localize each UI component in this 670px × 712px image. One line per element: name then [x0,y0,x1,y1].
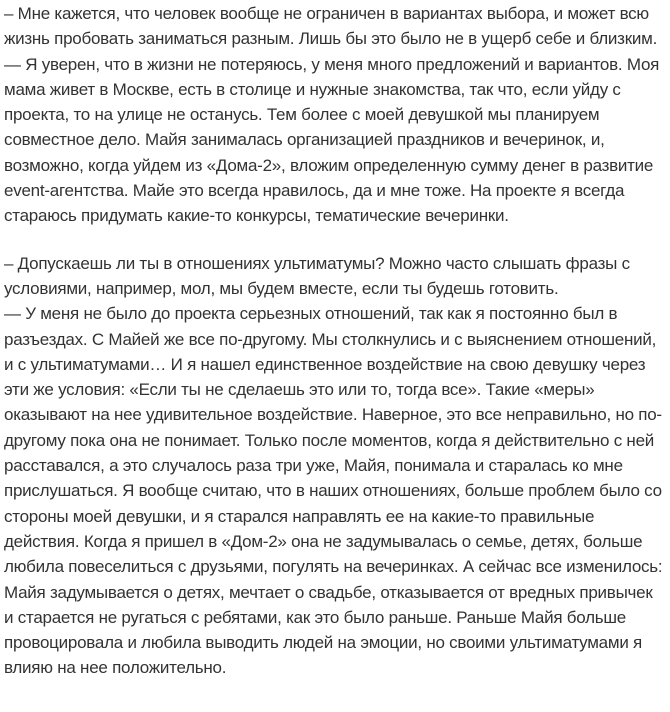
interview-answer-paragraph-3: — У меня не было до проекта серьезных отношений, так как я постоянно был в разъездах. С Майей же все по-другому. Мы столкнулись и с выяснением отношений, и с ультиматумами… И я нашел единственное воздействие на свою девушку через эти же условия: «Если ты не сделаешь это или то, тогда все». Такие «меры» оказывают на нее удивительное воздействие. Наверное, это все неправильно, но по-другому пока она не понимает. Только после моментов, когда я действительно с ней расставался, а это случалось раза три уже, Майя, понимала и старалась ко мне прислушаться. Я вообще считаю, что в наших отношениях, больше проблем было со стороны моей девушки, и я старался направлять ее на какие-то правильные действия. Когда я пришел в «Дом-2» она не задумывалась о семье, детях, больше любила повеселиться с друзьями, погулять на вечеринках. А сейчас все изменилось: Майя задумывается о детях, мечтает о свадьбе, отказывается от вредных привычек и старается не ругаться с ребятами, как это было раньше. Раньше Майя больше провоцировала и любила выводить людей на эмоции, но своими ультиматумами я влияю на нее положительно. [4,304,663,678]
interview-answer-paragraph-1: – Мне кажется, что человек вообще не ограничен в вариантах выбора, и может всю жизнь пробовать заниматься разным. Лишь бы это было не в ущерб себе и близким. [4,4,658,49]
interview-answer-paragraph-2: — Я уверен, что в жизни не потеряюсь, у меня много предложений и вариантов. Моя мама живет в Москве, есть в столице и нужные знакомства, так что, если уйду с проекта, то на улице не останусь. Тем более с моей девушкой мы планируем совместное дело. Майя занималась организацией праздников и вечеринок, и, возможно, когда уйдем из «Дома-2», вложим определенную сумму денег в развитие event-агентства. Майе это всегда нравилось, да и мне тоже. На проекте я всегда стараюсь придумать какие-то конкурсы, тематические вечеринки. [4,54,660,226]
interview-question-paragraph: – Допускаешь ли ты в отношениях ультиматумы? Можно часто слышать фразы с условиями, например, мол, мы будем вместе, если ты будешь готовить. [4,253,630,298]
